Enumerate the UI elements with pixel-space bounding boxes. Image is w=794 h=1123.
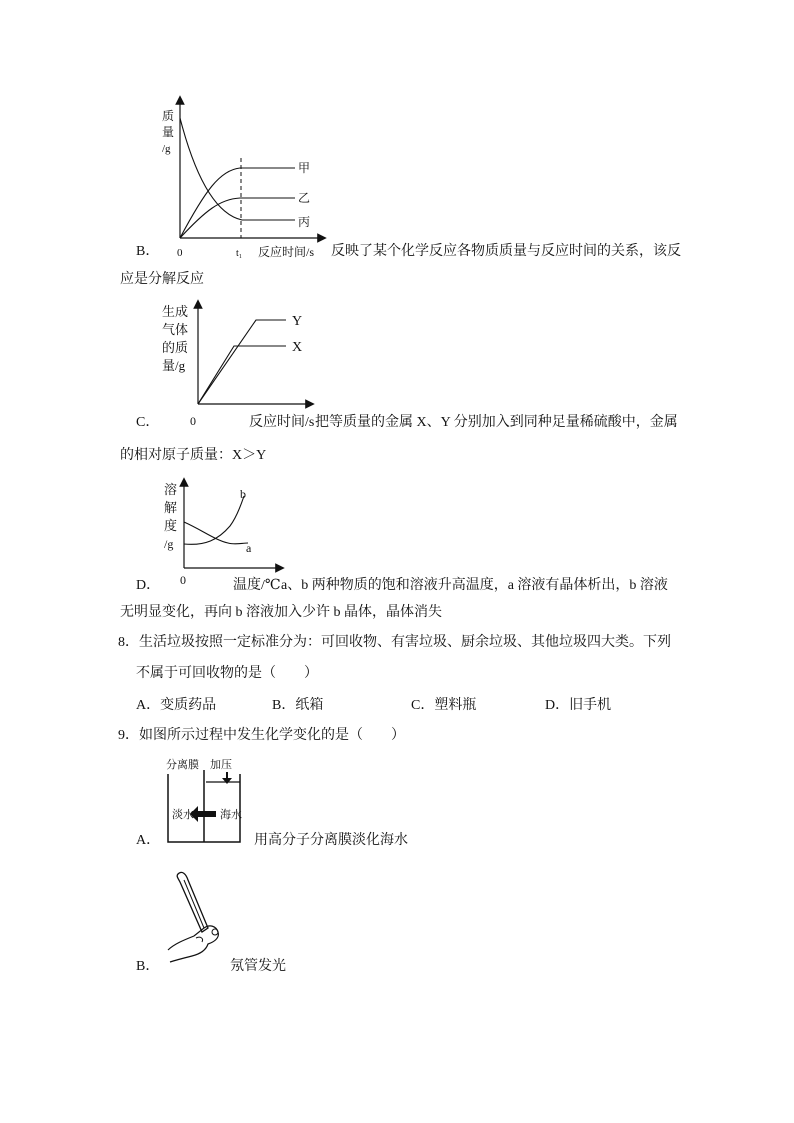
membrane-desalination-illustration	[160, 756, 250, 848]
x-axis-label: 温度/℃	[233, 578, 281, 593]
x-axis-label: 反应时间/s	[249, 415, 315, 430]
graph-d	[160, 478, 290, 588]
curve-label-jia: 甲	[298, 161, 311, 175]
question-stem-line1: 8．生活垃圾按照一定标准分为：可回收物、有害垃圾、厨余垃圾、其他垃圾四大类。下列	[118, 635, 671, 650]
option-b-text: 氖管发光	[230, 959, 286, 974]
y-label-3: 度	[164, 518, 178, 533]
origin-label: 0	[190, 414, 196, 428]
curve-label-yi: 乙	[298, 191, 311, 205]
y-label-3: 的质	[162, 340, 189, 355]
option-a-letter: A．	[136, 833, 161, 848]
curve-x	[198, 346, 286, 404]
curve-jia	[180, 168, 295, 238]
option-letter: C．	[136, 415, 160, 430]
origin-label: 0	[177, 247, 183, 259]
choice-d[interactable]: D．旧手机	[545, 698, 612, 713]
choice-b[interactable]: B．纸箱	[272, 698, 324, 713]
finger-icon	[196, 937, 203, 942]
option-a-text: 用高分子分离膜淡化海水	[254, 833, 408, 848]
option-b-letter: B．	[136, 959, 160, 974]
y-label-1: 溶	[164, 482, 178, 497]
y-label-1: 质	[162, 109, 175, 123]
hand-icon	[168, 926, 218, 962]
option-text-line2: 应是分解反应	[120, 272, 204, 287]
option-text-line1: 把等质量的金属 X、Y 分别加入到同种足量稀硫酸中，金属	[315, 415, 678, 430]
curve-yi	[180, 198, 295, 238]
x-axis-label: 反应时间/s	[258, 245, 315, 259]
fresh-water-label: 淡水	[172, 809, 194, 821]
curve-a	[184, 522, 248, 544]
y-label-2: 量	[162, 125, 175, 139]
membrane-label: 分离膜	[166, 759, 199, 771]
y-label-1: 生成	[162, 304, 189, 319]
pressure-label: 加压	[210, 759, 232, 771]
y-label-4: 量/g	[162, 358, 186, 373]
choice-c[interactable]: C．塑料瓶	[411, 698, 477, 713]
pencil-cap-icon	[212, 929, 218, 935]
option-text-line2: 无明显变化，再向 b 溶液加入少许 b 晶体，晶体消失	[120, 605, 442, 620]
y-label-3: /g	[162, 143, 171, 155]
curve-label-bing: 丙	[298, 215, 311, 229]
pencil-inner-line	[184, 880, 204, 928]
choice-a[interactable]: A．变质药品	[136, 698, 217, 713]
y-label-2: 解	[164, 500, 178, 515]
option-text-line1: a、b 两种物质的饱和溶液升高温度，a 溶液有晶体析出，b 溶液	[281, 578, 668, 593]
graph-b	[150, 96, 330, 259]
curve-y	[198, 320, 286, 404]
y-label-2: 气体	[162, 322, 189, 337]
test-pencil-illustration	[160, 866, 240, 970]
curve-label-x: X	[292, 340, 303, 355]
curve-label-a: a	[246, 541, 252, 555]
option-letter: D．	[136, 578, 161, 593]
curve-bing	[180, 118, 295, 220]
question-stem: 9．如图所示过程中发生化学变化的是（ ）	[118, 728, 405, 743]
curve-label-b: b	[240, 487, 246, 501]
option-text-line2: 的相对原子质量：X＞Y	[120, 448, 267, 463]
t1-label: t₁	[236, 248, 243, 259]
y-label-4: /g	[164, 537, 174, 551]
option-letter: B．	[136, 244, 160, 259]
option-text-line1: 反映了某个化学反应各物质质量与反应时间的关系，该反	[331, 244, 681, 259]
sea-water-label: 海水	[220, 809, 242, 821]
pencil-body	[177, 872, 208, 932]
origin-label: 0	[180, 573, 186, 587]
curve-label-y: Y	[292, 314, 303, 329]
question-stem-line2: 不属于可回收物的是（ ）	[136, 666, 318, 681]
